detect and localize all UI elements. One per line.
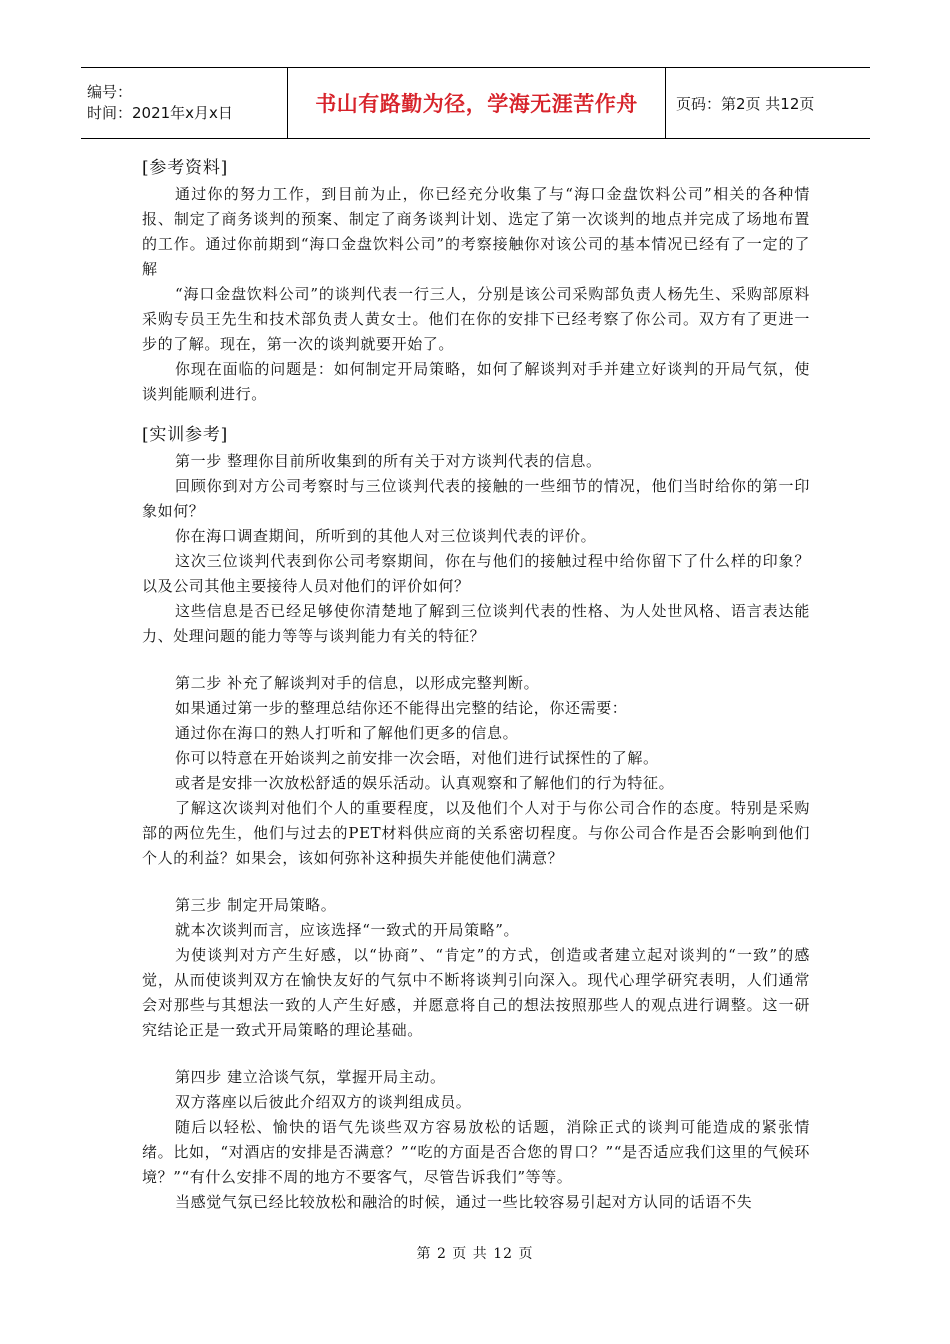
paragraph: 双方落座以后彼此介绍双方的谈判组成员。 bbox=[175, 1093, 472, 1111]
paragraph: “海口金盘饮料公司”的谈判代表一行三人，分别是该公司采购部负责人杨先生、采购部原料采购专员王先生和技术部负责人黄女士。他们在你的安排下已经考察了你公司。双方有了更进一步的了解。现在，第一次的谈判就要开始了。 bbox=[142, 285, 810, 353]
header-page-cell bbox=[666, 68, 870, 138]
step-4-title: 第四步 建立洽谈气氛，掌握开局主动。 bbox=[175, 1068, 446, 1086]
paragraph: 你现在面临的问题是：如何制定开局策略，如何了解谈判对手并建立好谈判的开局气氛，使谈判能顺利进行。 bbox=[142, 360, 810, 403]
document-body bbox=[142, 154, 810, 1215]
header-time: 时间：2021年x月x日 bbox=[87, 104, 233, 122]
section-heading-reference: [参考资料] bbox=[142, 158, 229, 178]
paragraph: 这些信息是否已经足够使你清楚地了解到三位谈判代表的性格、为人处世风格、语言表达能力、处理问题的能力等等与谈判能力有关的特征？ bbox=[142, 602, 810, 645]
step-1-title: 第一步 整理你目前所收集到的所有关于对方谈判代表的信息。 bbox=[175, 452, 602, 470]
header-motto-cell bbox=[287, 68, 666, 138]
paragraph: 这次三位谈判代表到你公司考察期间，你在与他们的接触过程中给你留下了什么样的印象？以及公司其他主要接待人员对他们的评价如何？ bbox=[142, 552, 810, 595]
page-footer bbox=[0, 1243, 950, 1263]
paragraph: 你在海口调查期间，所听到的其他人对三位谈判代表的评价。 bbox=[175, 527, 597, 545]
spacer bbox=[142, 407, 810, 421]
paragraph: 回顾你到对方公司考察时与三位谈判代表的接触的一些细节的情况，他们当时给你的第一印象如何？ bbox=[142, 477, 810, 520]
footer-page-number: 第 2 页 共 12 页 bbox=[416, 1246, 534, 1262]
paragraph: 当感觉气氛已经比较放松和融洽的时候，通过一些比较容易引起对方认同的话语不失 bbox=[175, 1193, 753, 1211]
paragraph: 就本次谈判而言，应该选择“一致式的开局策略”。 bbox=[175, 921, 520, 939]
paragraph: 如果通过第一步的整理总结你还不能得出完整的结论，你还需要： bbox=[175, 699, 628, 717]
spacer bbox=[142, 1043, 810, 1065]
header-number: 编号： bbox=[87, 83, 133, 101]
header-motto: 书山有路勤为径，学海无涯苦作舟 bbox=[315, 92, 638, 116]
spacer bbox=[142, 871, 810, 893]
step-3-title: 第三步 制定开局策略。 bbox=[175, 896, 337, 914]
step-2-title: 第二步 补充了解谈判对手的信息，以形成完整判断。 bbox=[175, 674, 540, 692]
page-header bbox=[81, 67, 870, 139]
section-heading-training: [实训参考] bbox=[142, 425, 229, 445]
paragraph: 随后以轻松、愉快的语气先谈些双方容易放松的话题，消除正式的谈判可能造成的紧张情绪。比如，“对酒店的安排是否满意？”“吃的方面是否合您的胃口？”“是否适应我们这里的气候环境？”“有什么安排不周的地方不要客气，尽管告诉我们”等等。 bbox=[142, 1118, 810, 1186]
spacer bbox=[142, 649, 810, 671]
paragraph: 通过你的努力工作，到目前为止，你已经充分收集了与“海口金盘饮料公司”相关的各种情报、制定了商务谈判的预案、制定了商务谈判计划、选定了第一次谈判的地点并完成了场地布置的工作。通过你前期到“海口金盘饮料公司”的考察接触你对该公司的基本情况已经有了一定的了解 bbox=[142, 185, 810, 278]
paragraph: 你可以特意在开始谈判之前安排一次会晤，对他们进行试探性的了解。 bbox=[175, 749, 659, 767]
header-page-number: 页码：第2页 共12页 bbox=[676, 94, 815, 113]
header-meta bbox=[81, 68, 287, 138]
paragraph: 了解这次谈判对他们个人的重要程度，以及他们个人对于与你公司合作的态度。特别是采购部的两位先生，他们与过去的PET材料供应商的关系密切程度。与你公司合作是否会影响到他们个人的利益？如果会，该如何弥补这种损失并能使他们满意？ bbox=[142, 799, 810, 867]
paragraph: 为使谈判对方产生好感，以“协商”、“肯定”的方式，创造或者建立起对谈判的“一致”的感觉，从而使谈判双方在愉快友好的气氛中不断将谈判引向深入。现代心理学研究表明，人们通常会对那些与其想法一致的人产生好感，并愿意将自己的想法按照那些人的观点进行调整。这一研究结论正是一致式开局策略的理论基础。 bbox=[142, 946, 810, 1039]
paragraph: 通过你在海口的熟人打听和了解他们更多的信息。 bbox=[175, 724, 519, 742]
paragraph: 或者是安排一次放松舒适的娱乐活动。认真观察和了解他们的行为特征。 bbox=[175, 774, 675, 792]
